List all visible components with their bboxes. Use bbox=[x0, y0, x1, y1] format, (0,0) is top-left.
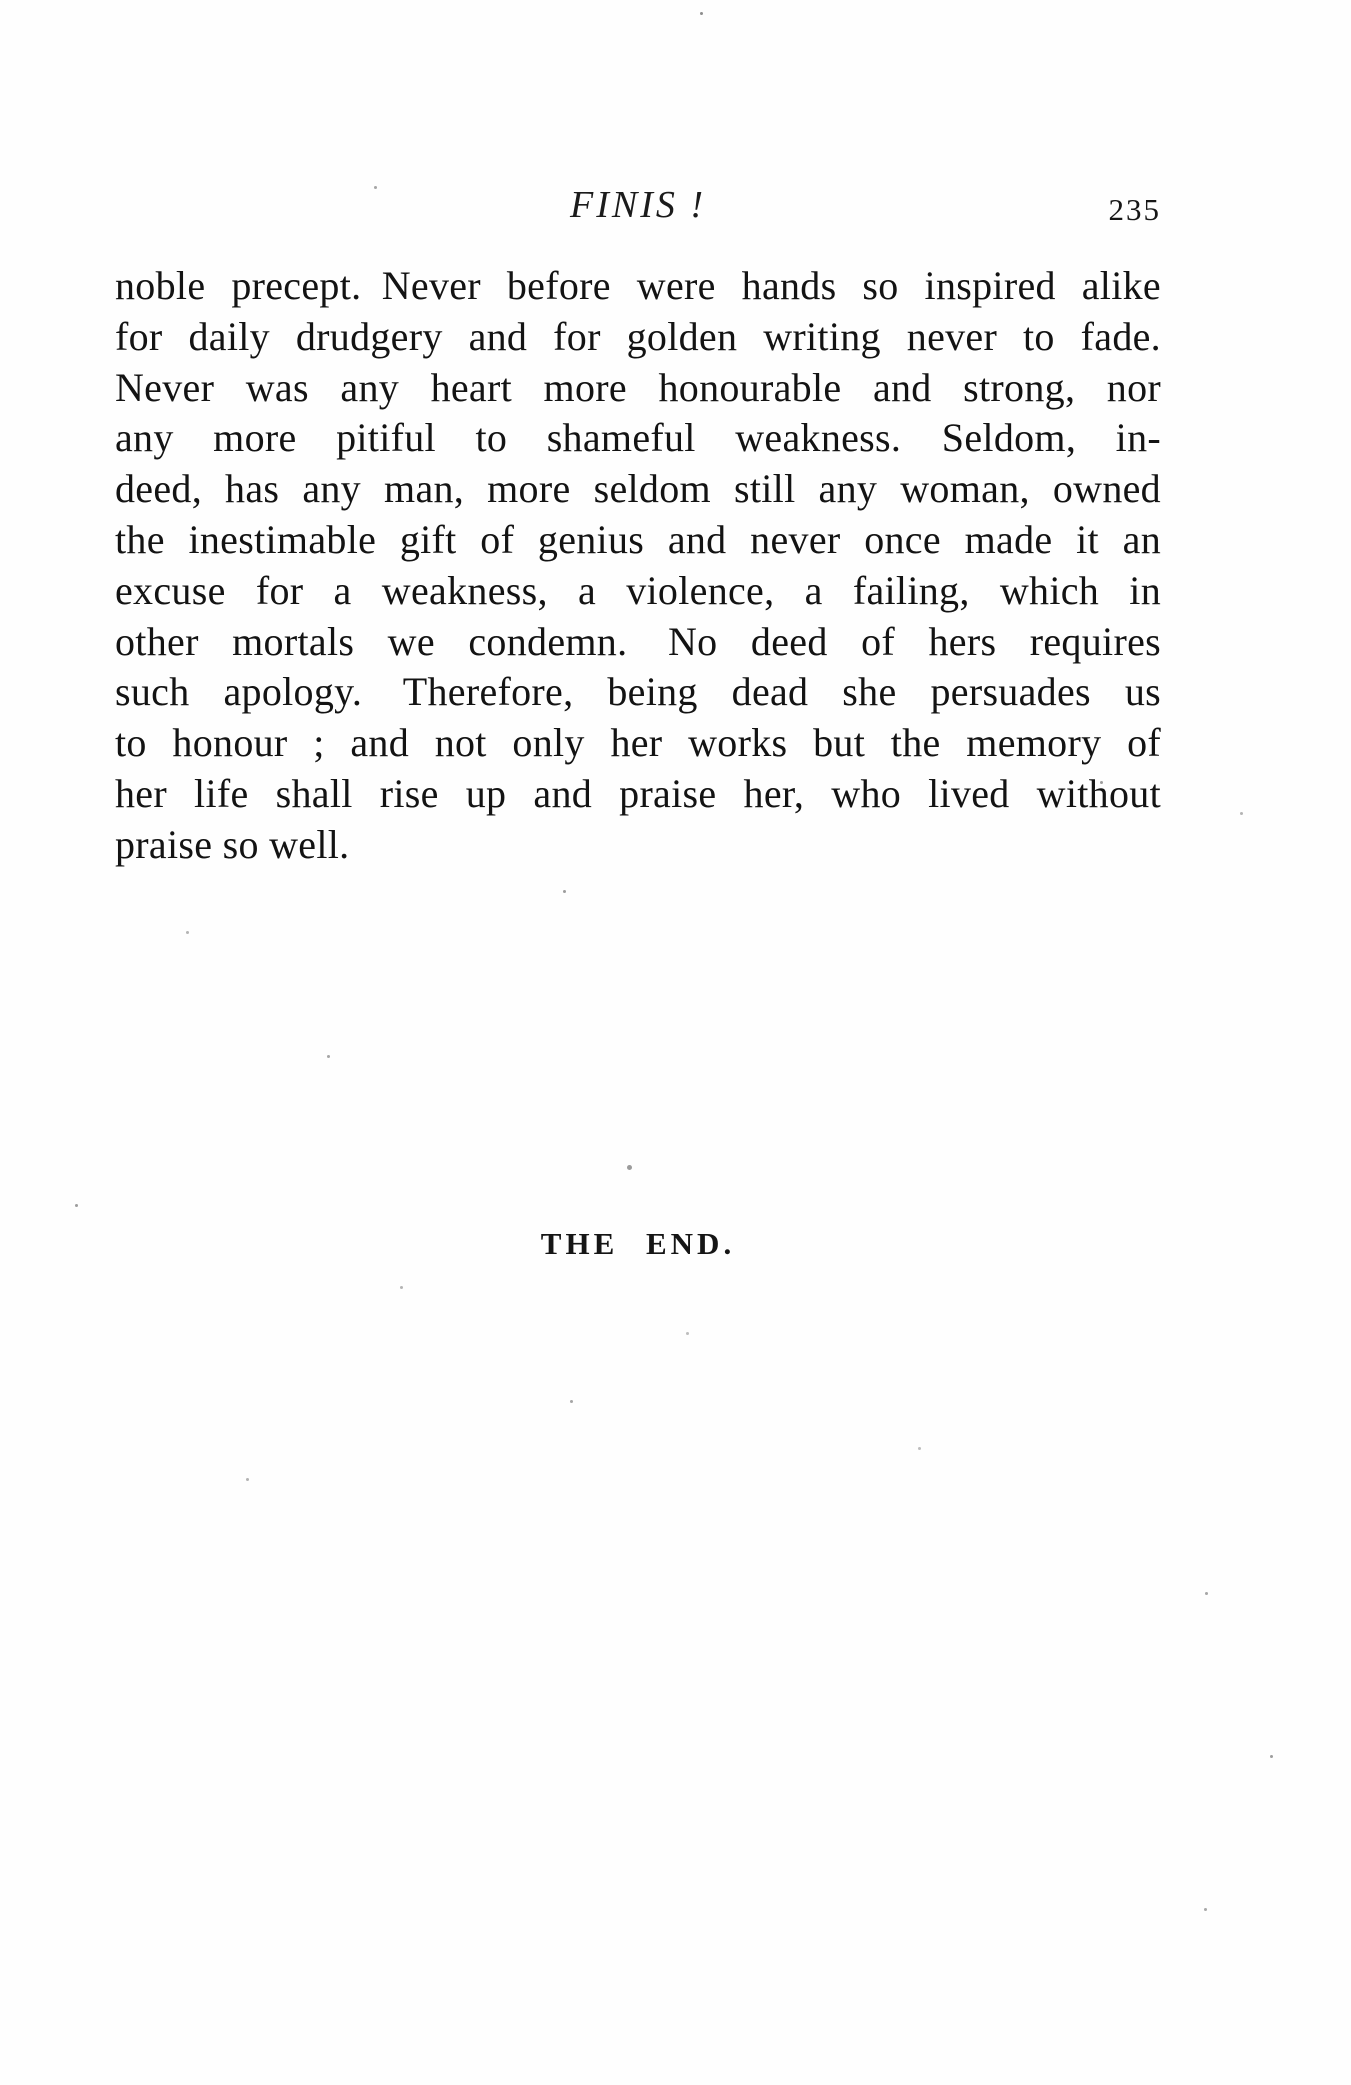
text-line: other mortals we condemn. No deed of hers requires bbox=[115, 618, 1161, 664]
text-line: Never was any heart more honourable and strong, nor bbox=[115, 364, 1161, 410]
text-line: excuse for a weakness, a violence, a failing, which in bbox=[115, 567, 1161, 613]
text-line: such apology. Therefore, being dead she persuades us bbox=[115, 669, 1161, 715]
text-line: deed, has any man, more seldom still any woman, owned bbox=[115, 466, 1161, 512]
page-header bbox=[115, 183, 1161, 243]
page-number: 235 bbox=[1108, 192, 1161, 227]
text-line: for daily drudgery and for golden writing never to fade. bbox=[115, 313, 1161, 359]
running-title: FINIS ! bbox=[569, 184, 707, 226]
end-label: THE END. bbox=[540, 1226, 736, 1261]
text-line: to honour ; and not only her works but the memory of bbox=[115, 720, 1161, 766]
text-line: the inestimable gift of genius and never once made it an bbox=[115, 516, 1161, 562]
text-line: praise so well. bbox=[115, 821, 350, 867]
text-line: noble precept. Never before were hands so inspired alike bbox=[115, 263, 1161, 308]
text-line: her life shall rise up and praise her, who lived without bbox=[115, 770, 1161, 816]
scan-speckles bbox=[0, 0, 3, 3]
body-text bbox=[115, 261, 1161, 871]
text-line: any more pitiful to shameful weakness. Seldom, in- bbox=[115, 415, 1161, 461]
